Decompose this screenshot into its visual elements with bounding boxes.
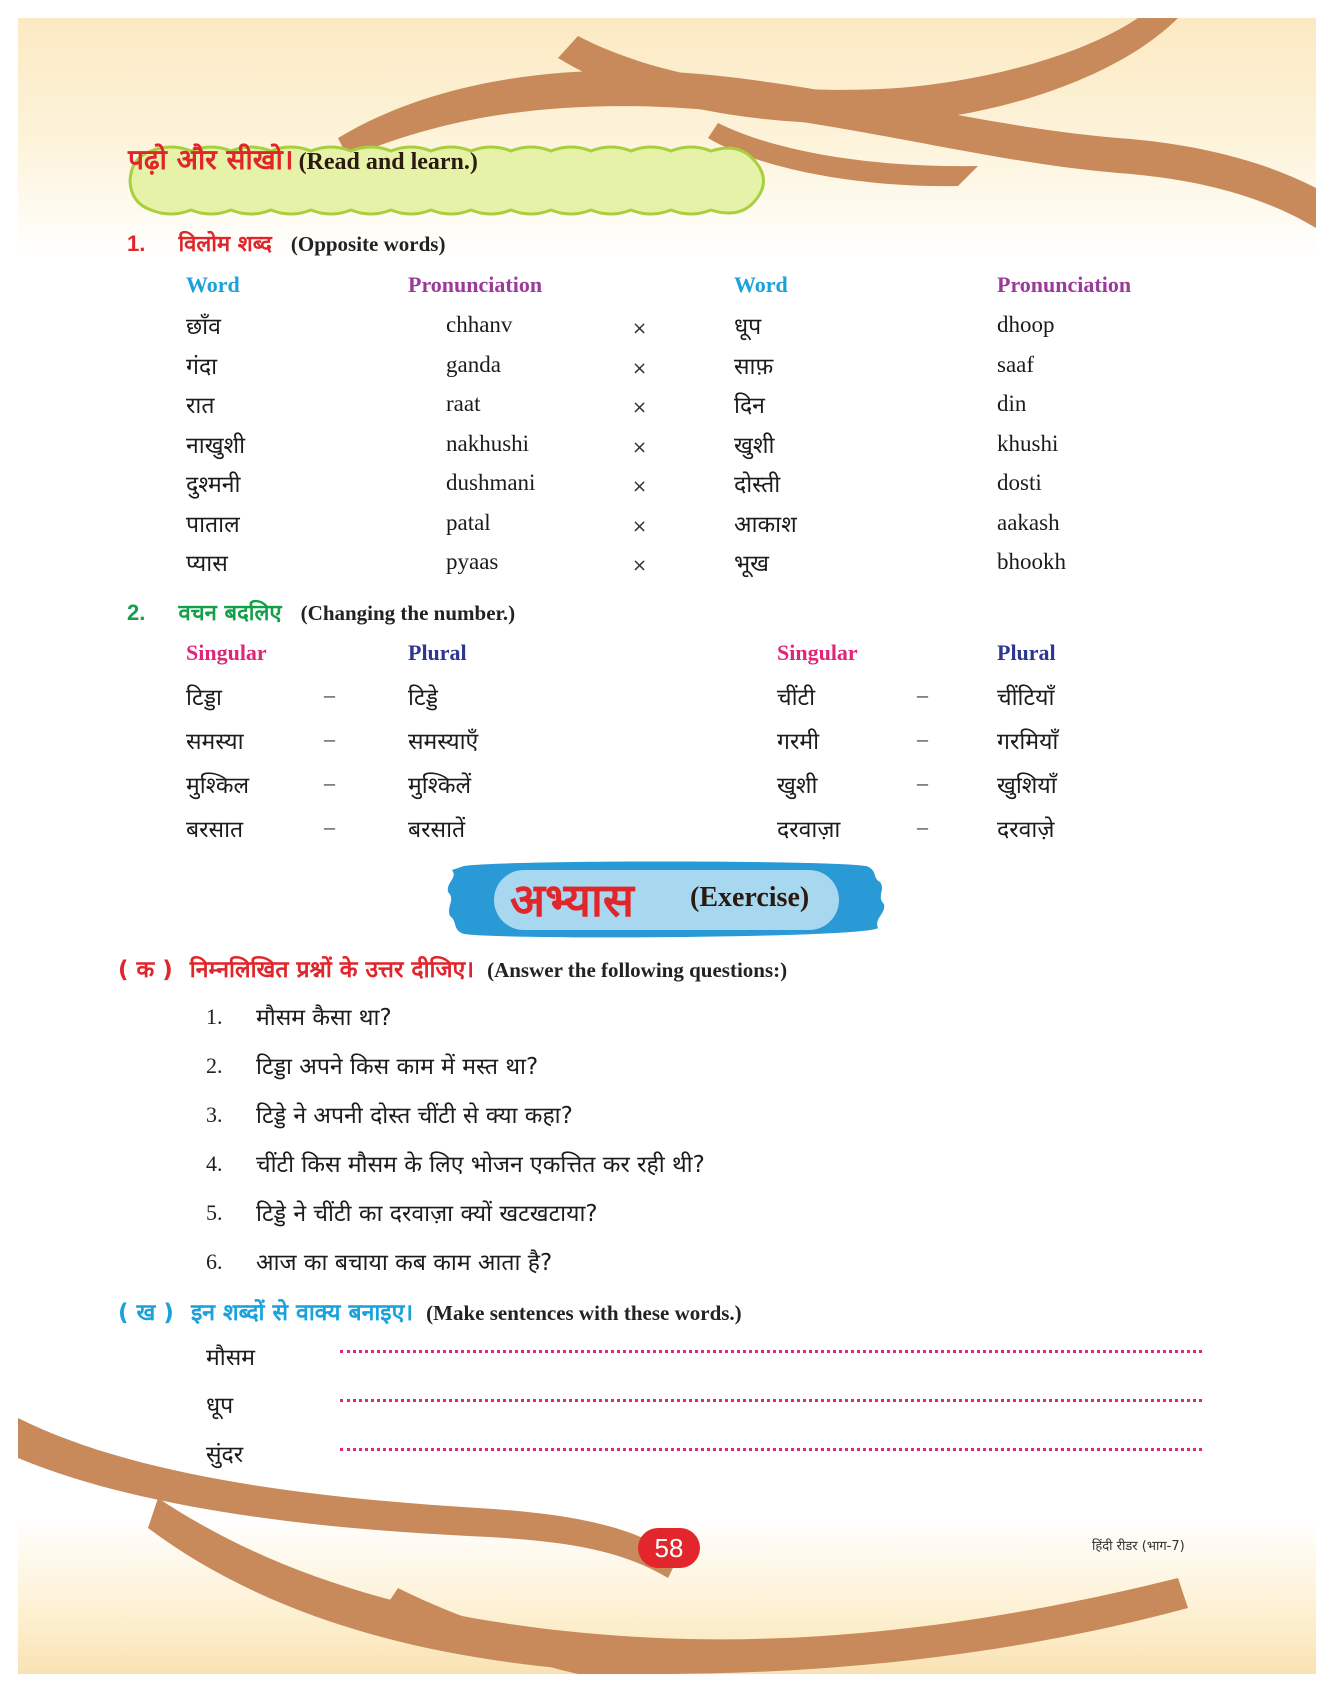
header-plural-2: Plural [997, 640, 1056, 665]
opposite-word: दोस्ती [734, 472, 781, 498]
opposite-word: साफ़ [734, 354, 774, 380]
plural-word: टिड्डे [408, 685, 439, 711]
header-word: Word [186, 272, 240, 297]
opposite-sign: × [632, 516, 648, 537]
plural-word-2: गरमियाँ [997, 729, 1059, 755]
pronunciation: pyaas [446, 549, 499, 574]
header-word-2: Word [734, 272, 788, 297]
plural-word: बरसातें [408, 817, 466, 843]
header-singular: Singular [186, 640, 267, 665]
opposite-sign: × [632, 437, 648, 458]
part-a-label: ( क ) [118, 957, 173, 983]
part-a-hindi: निम्नलिखित प्रश्नों के उत्तर दीजिए। [189, 957, 474, 983]
pronunciation: ganda [446, 352, 501, 377]
opposite-pronunciation: dosti [997, 470, 1042, 495]
question-number: 3. [206, 1102, 223, 1127]
part-b-hindi: इन शब्दों से वाक्य बनाइए। [190, 1300, 414, 1326]
dash: – [917, 682, 928, 707]
page [18, 18, 1316, 1674]
question-number: 1. [206, 1004, 223, 1029]
opposite-sign: × [632, 358, 648, 379]
dash: – [324, 682, 335, 707]
book-title: हिंदी रीडर (भाग-7) [1092, 1539, 1185, 1554]
exercise-hindi: अभ्यास [510, 873, 634, 927]
opposite-pronunciation: khushi [997, 431, 1059, 456]
word: गंदा [186, 354, 218, 380]
dash: – [917, 770, 928, 795]
dash: – [324, 770, 335, 795]
opposite-sign: × [632, 318, 648, 339]
word: पाताल [186, 512, 240, 538]
plural-word-2: दरवाज़े [997, 817, 1055, 843]
opposite-pronunciation: bhookh [997, 549, 1066, 574]
section1-english: (Opposite words) [290, 232, 446, 256]
answer-line[interactable] [340, 1399, 1202, 1402]
answer-line[interactable] [340, 1448, 1202, 1451]
part-b-heading [118, 1295, 742, 1327]
singular-word-2: दरवाज़ा [777, 817, 841, 843]
banner-hindi: पढ़ो और सीखो। [128, 143, 294, 176]
section2-english: (Changing the number.) [300, 601, 516, 625]
question-number: 2. [206, 1053, 223, 1078]
question-text: टिड्डा अपने किस काम में मस्त था? [256, 1054, 539, 1080]
opposite-pronunciation: saaf [997, 352, 1035, 377]
answer-line[interactable] [340, 1350, 1202, 1353]
header-plural: Plural [408, 640, 467, 665]
question-text: चींटी किस मौसम के लिए भोजन एकत्तित कर रही थी? [256, 1152, 705, 1178]
dash: – [917, 726, 928, 751]
pronunciation: patal [446, 510, 491, 535]
opposite-pronunciation: aakash [997, 510, 1060, 535]
section2-heading [127, 597, 515, 627]
section2-number: 2. [127, 600, 146, 625]
dash: – [917, 814, 928, 839]
sentence-word: धूप [206, 1393, 234, 1419]
singular-word: मुश्किल [186, 773, 250, 799]
section2-hindi: वचन बदलिए [178, 601, 282, 626]
section1-number: 1. [127, 231, 146, 256]
question-number: 4. [206, 1151, 223, 1176]
singular-word: टिड्डा [186, 685, 222, 711]
plural-word-2: चींटियाँ [997, 685, 1055, 711]
question-text: आज का बचाया कब काम आता है? [256, 1250, 553, 1276]
word: नाखुशी [186, 433, 246, 459]
opposite-pronunciation: dhoop [997, 312, 1055, 337]
branch-decoration [18, 18, 1316, 1674]
dash: – [324, 726, 335, 751]
section1-heading [127, 228, 445, 258]
opposite-sign: × [632, 476, 648, 497]
part-b-label: ( ख ) [118, 1300, 174, 1326]
section1-hindi: विलोम शब्द [178, 232, 272, 257]
pronunciation: chhanv [446, 312, 513, 337]
word: दुश्मनी [186, 472, 241, 498]
singular-word-2: चींटी [777, 685, 816, 711]
page-number: 58 [638, 1528, 700, 1568]
singular-word: बरसात [186, 817, 244, 843]
question-number: 6. [206, 1249, 223, 1274]
plural-word: मुश्किलें [408, 773, 472, 799]
header-singular-2: Singular [777, 640, 858, 665]
header-pronunciation-2: Pronunciation [997, 272, 1132, 297]
opposite-sign: × [632, 555, 648, 576]
banner-english: (Read and learn.) [298, 149, 478, 175]
opposite-sign: × [632, 397, 648, 418]
plural-word-2: खुशियाँ [997, 773, 1057, 799]
opposite-word: खुशी [734, 433, 775, 459]
exercise-english: (Exercise) [690, 882, 810, 913]
pronunciation: nakhushi [446, 431, 530, 456]
sentence-word: सुंदर [206, 1442, 244, 1468]
singular-word-2: खुशी [777, 773, 818, 799]
question-text: टिड्डे ने अपनी दोस्त चींटी से क्या कहा? [256, 1103, 573, 1129]
opposite-word: भूख [734, 551, 769, 577]
word: प्यास [186, 551, 228, 577]
opposite-word: धूप [734, 314, 762, 340]
sentence-word: मौसम [206, 1345, 256, 1371]
question-text: टिड्डे ने चींटी का दरवाज़ा क्यों खटखटाया? [256, 1201, 598, 1227]
dash: – [324, 814, 335, 839]
pronunciation: dushmani [446, 470, 536, 495]
opposite-word: आकाश [734, 512, 797, 538]
plural-word: समस्याएँ [408, 729, 479, 755]
pronunciation: raat [446, 391, 481, 416]
singular-word: समस्या [186, 729, 244, 755]
header-pronunciation: Pronunciation [408, 272, 543, 297]
word: छाँव [186, 314, 221, 340]
singular-word-2: गरमी [777, 729, 820, 755]
word: रात [186, 393, 215, 419]
question-number: 5. [206, 1200, 223, 1225]
opposite-pronunciation: din [997, 391, 1027, 416]
part-a-heading [118, 952, 787, 984]
part-a-english: (Answer the following questions:) [487, 958, 788, 982]
banner-title [128, 140, 478, 178]
opposite-word: दिन [734, 393, 765, 419]
part-b-english: (Make sentences with these words.) [426, 1301, 742, 1325]
question-text: मौसम कैसा था? [256, 1005, 392, 1031]
